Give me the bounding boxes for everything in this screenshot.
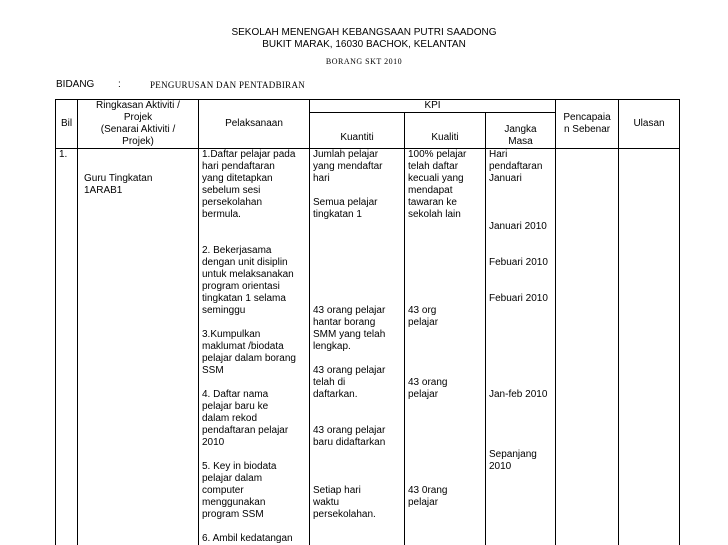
cell-line: 43 orang pelajar: [313, 365, 401, 377]
cell-line: [408, 401, 482, 413]
cell-line: [313, 401, 401, 413]
cell-line: yang ditetapkan: [202, 173, 306, 185]
cell-line: [408, 353, 482, 365]
cell-line: [313, 461, 401, 473]
cell-line: 1.Daftar pelajar pada: [202, 149, 306, 161]
cell-line: Januari: [489, 173, 552, 185]
cell-line: [313, 185, 401, 197]
cell-line: [489, 365, 552, 377]
cell-line: [489, 269, 552, 281]
cell-line: 2010: [202, 437, 306, 449]
cell-line: dengan unit disiplin: [202, 257, 306, 269]
cell-line: sebelum sesi: [202, 185, 306, 197]
cell-line: 1ARAB1: [84, 185, 195, 197]
cell-line: [408, 269, 482, 281]
header-kpi: KPI: [310, 100, 556, 113]
cell-line: maklumat /biodata: [202, 341, 306, 353]
cell-line: SMM yang telah: [313, 329, 401, 341]
cell-line: Jan-feb 2010: [489, 389, 552, 401]
cell-line: [84, 161, 195, 173]
cell-line: 4. Daftar nama: [202, 389, 306, 401]
cell-line: persekolahan: [202, 197, 306, 209]
cell-line: [408, 293, 482, 305]
cell-line: sekolah lain: [408, 209, 482, 221]
cell-line: [313, 269, 401, 281]
cell-line: persekolahan.: [313, 509, 401, 521]
cell-line: mendapat: [408, 185, 482, 197]
cell-line: [313, 221, 401, 233]
cell-line: [489, 425, 552, 437]
cell-line: [489, 233, 552, 245]
cell-line: 43 0rang: [408, 485, 482, 497]
cell-line: [202, 317, 306, 329]
cell-line: [202, 521, 306, 533]
cell-line: [313, 293, 401, 305]
cell-line: [84, 149, 195, 161]
cell-line: program SSM: [202, 509, 306, 521]
cell-line: seminggu: [202, 305, 306, 317]
cell-line: [313, 257, 401, 269]
cell-line: [408, 449, 482, 461]
cell-line: [202, 221, 306, 233]
bidang-label: BIDANG: [56, 79, 94, 90]
cell-pencapaian: [556, 149, 619, 545]
cell-line: [489, 185, 552, 197]
cell-line: [313, 233, 401, 245]
cell-line: [313, 281, 401, 293]
cell-line: Hari: [489, 149, 552, 161]
cell-line: pelajar: [408, 497, 482, 509]
school-address: BUKIT MARAK, 16030 BACHOK, KELANTAN: [0, 39, 728, 50]
cell-line: [408, 425, 482, 437]
cell-line: [202, 449, 306, 461]
cell-line: 2010: [489, 461, 552, 473]
cell-line: Guru Tingkatan: [84, 173, 195, 185]
cell-line: [408, 341, 482, 353]
cell-kuantiti: [310, 149, 405, 545]
cell-line: pendaftaran: [489, 161, 552, 173]
cell-line: 6. Ambil kedatangan: [202, 533, 306, 545]
cell-ulasan: [619, 149, 680, 545]
cell-line: [408, 473, 482, 485]
cell-line: [489, 353, 552, 365]
cell-line: 5. Key in biodata: [202, 461, 306, 473]
cell-line: Jumlah pelajar: [313, 149, 401, 161]
cell-bil: 1.: [56, 149, 78, 545]
cell-line: [489, 413, 552, 425]
cell-line: bermula.: [202, 209, 306, 221]
cell-line: pelajar dalam borang: [202, 353, 306, 365]
cell-line: 43 orang pelajar: [313, 305, 401, 317]
cell-line: [408, 329, 482, 341]
cell-line: hantar borang: [313, 317, 401, 329]
cell-line: [489, 305, 552, 317]
cell-line: SSM: [202, 365, 306, 377]
cell-line: [489, 329, 552, 341]
cell-line: program orientasi: [202, 281, 306, 293]
cell-ringkasan: [78, 149, 199, 545]
cell-line: [313, 449, 401, 461]
cell-line: [202, 377, 306, 389]
cell-line: [408, 245, 482, 257]
header-pelaksanaan: Pelaksanaan: [199, 100, 310, 149]
cell-line: computer: [202, 485, 306, 497]
cell-line: [489, 281, 552, 293]
cell-line: Januari 2010: [489, 221, 552, 233]
cell-line: tawaran ke: [408, 197, 482, 209]
cell-line: [489, 401, 552, 413]
cell-line: [202, 233, 306, 245]
cell-line: [489, 317, 552, 329]
cell-line: yang mendaftar: [313, 161, 401, 173]
cell-line: waktu: [313, 497, 401, 509]
cell-line: kecuali yang: [408, 173, 482, 185]
header-jangka: Jangka Masa: [486, 113, 556, 149]
cell-line: [313, 473, 401, 485]
cell-line: dalam rekod: [202, 413, 306, 425]
cell-line: hari pendaftaran: [202, 161, 306, 173]
cell-line: pendaftaran pelajar: [202, 425, 306, 437]
school-name: SEKOLAH MENENGAH KEBANGSAAN PUTRI SAADONG: [0, 27, 728, 38]
header-kualiti: Kualiti: [405, 113, 486, 149]
cell-line: pelajar dalam: [202, 473, 306, 485]
cell-line: 2. Bekerjasama: [202, 245, 306, 257]
cell-line: 3.Kumpulkan: [202, 329, 306, 341]
header-pencapaian: Pencapaia n Sebenar: [556, 100, 619, 149]
cell-line: pelajar: [408, 389, 482, 401]
cell-line: [408, 437, 482, 449]
cell-line: lengkap.: [313, 341, 401, 353]
table-row: [56, 149, 680, 545]
cell-line: Sepanjang: [489, 449, 552, 461]
cell-line: pelajar baru ke: [202, 401, 306, 413]
cell-line: untuk melaksanakan: [202, 269, 306, 281]
skt-table: [55, 99, 680, 545]
cell-line: telah di: [313, 377, 401, 389]
cell-line: [489, 197, 552, 209]
cell-line: pelajar: [408, 317, 482, 329]
cell-pelaksanaan: [199, 149, 310, 545]
cell-line: 43 org: [408, 305, 482, 317]
header-bil: Bil: [56, 100, 78, 149]
cell-line: [408, 413, 482, 425]
header-kuantiti: Kuantiti: [310, 113, 405, 149]
cell-line: [313, 413, 401, 425]
cell-line: [408, 461, 482, 473]
cell-line: [408, 365, 482, 377]
cell-line: [489, 341, 552, 353]
cell-line: [408, 281, 482, 293]
cell-line: telah daftar: [408, 161, 482, 173]
cell-line: Febuari 2010: [489, 293, 552, 305]
cell-jangka: [486, 149, 556, 545]
cell-line: hari: [313, 173, 401, 185]
header-ulasan: Ulasan: [619, 100, 680, 149]
form-title: BORANG SKT 2010: [0, 57, 728, 66]
bidang-colon: :: [118, 79, 121, 90]
cell-line: tingkatan 1: [313, 209, 401, 221]
bidang-value: PENGURUSAN DAN PENTADBIRAN: [150, 80, 305, 90]
cell-line: daftarkan.: [313, 389, 401, 401]
cell-line: [408, 257, 482, 269]
cell-line: [313, 353, 401, 365]
cell-line: menggunakan: [202, 497, 306, 509]
cell-line: [313, 245, 401, 257]
cell-line: [489, 209, 552, 221]
header-ringkasan: Ringkasan Aktiviti / Projek (Senarai Aktiviti / Projek): [78, 100, 199, 149]
cell-line: [489, 437, 552, 449]
cell-line: 100% pelajar: [408, 149, 482, 161]
cell-line: [489, 245, 552, 257]
cell-line: Febuari 2010: [489, 257, 552, 269]
cell-line: Semua pelajar: [313, 197, 401, 209]
cell-line: [408, 233, 482, 245]
cell-line: [408, 221, 482, 233]
cell-line: 43 orang: [408, 377, 482, 389]
cell-line: tingkatan 1 selama: [202, 293, 306, 305]
cell-kualiti: [405, 149, 486, 545]
cell-line: 43 orang pelajar: [313, 425, 401, 437]
cell-line: Setiap hari: [313, 485, 401, 497]
cell-line: baru didaftarkan: [313, 437, 401, 449]
cell-line: [489, 377, 552, 389]
